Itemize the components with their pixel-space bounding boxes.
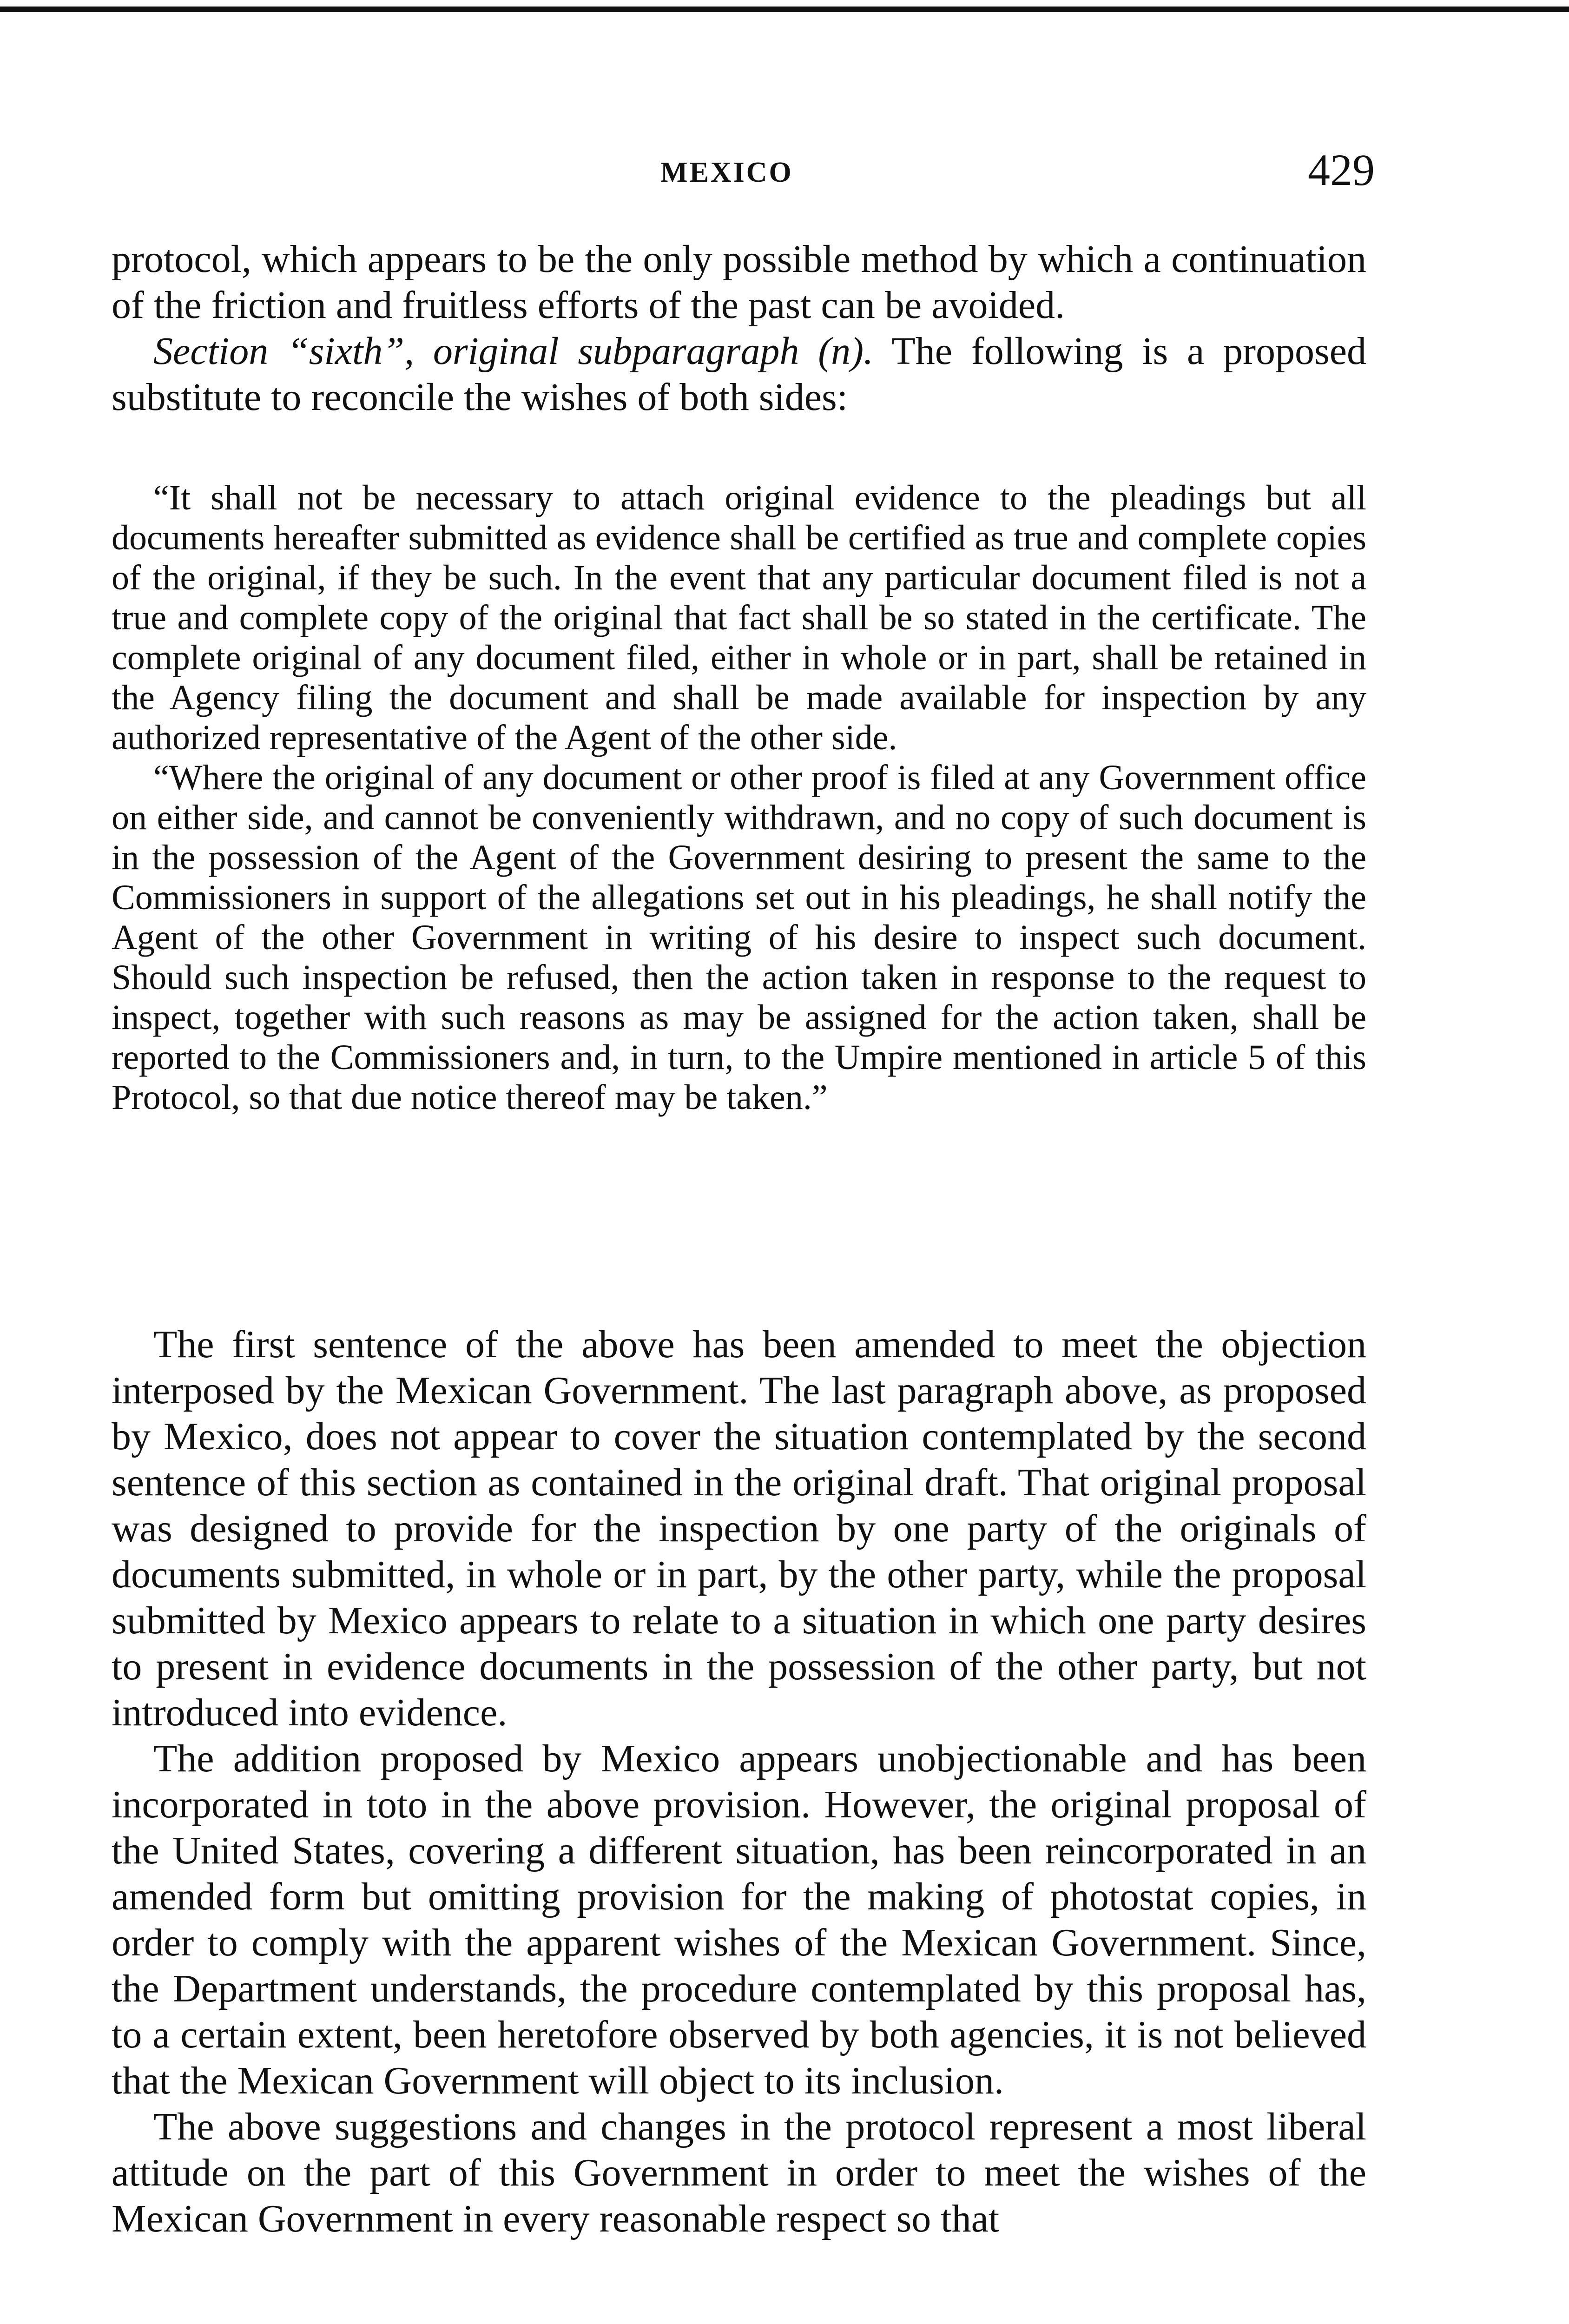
section-reference: Section “sixth”, original subparagraph (n). [153,330,874,373]
quoted-provision [112,478,1366,1117]
quoted-paragraph-2: “Where the original of any document or other proof is filed at any Government office on either side, and cannot be conveniently withdrawn, and no copy of such document is in the possession of the Agent of the Government desiring to present the same to the Commissioners in support of the allegations set out in his pleadings, he shall notify the Agent of the other Government in writing of his desire to inspect such document. Should such inspection be refused, then the action taken in response to the request to inspect, together with such reasons as may be assigned for the action taken, shall be reported to the Commissioners and, in turn, to the Umpire mentioned in article 5 of this Protocol, so that due notice thereof may be taken.” [112,758,1366,1117]
commentary-paragraph-1: The first sentence of the above has been amended to meet the objection interposed by the Mexican Government. The last paragraph above, as proposed by Mexico, does not appear to cover the situation contemplated by the second sentence of this section as contained in the original draft. That original proposal was designed to provide for the inspection by one party of the originals of documents submitted, in whole or in part, by the other party, while the proposal submitted by Mexico appears to relate to a situation in which one party desires to present in evidence documents in the possession of the other party, but not introduced into evidence. [112,1323,1366,1734]
section-text: The following is a proposed substitute to reconcile the wishes of both sides: [112,330,1367,419]
section-paragraph [112,328,1366,420]
continuation-paragraph: protocol, which appears to be the only possible method by which a continuation of the friction and fruitless efforts of the past can be avoided. [112,238,1366,327]
quoted-paragraph-1: “It shall not be necessary to attach original evidence to the pleadings but all documents hereafter submitted as evidence shall be certified as true and complete copies of the original, if they be such. In the event that any particular document filed is not a true and complete copy of the original that fact shall be so stated in the certificate. The complete original of any document filed, either in whole or in part, shall be retained in the Agency filing the document and shall be made available for inspection by any authorized representative of the Agent of the other side. [112,478,1366,757]
commentary-block [112,1321,1366,2242]
commentary-paragraph-2: The addition proposed by Mexico appears unobjectionable and has been incorporated in toto in the above provision. However, the original proposal of the United States, covering a different situation, has been reincorporated in an amended form but omitting provision for the making of photostat copies, in order to comply with the apparent wishes of the Mexican Government. Since, the Department understands, the procedure contemplated by this proposal has, to a certain extent, been heretofore observed by both agencies, it is not believed that the Mexican Government will object to its inclusion. [112,1737,1366,2102]
page-number: 429 [1308,145,1375,195]
top-rule [0,7,1569,12]
commentary-paragraph-3: The above suggestions and changes in the protocol represent a most liberal attitude on the part of this Government in order to meet the wishes of the Mexican Government in every reasonable respect so that [112,2105,1366,2240]
running-title: MEXICO [660,157,793,188]
intro-block [112,236,1366,420]
